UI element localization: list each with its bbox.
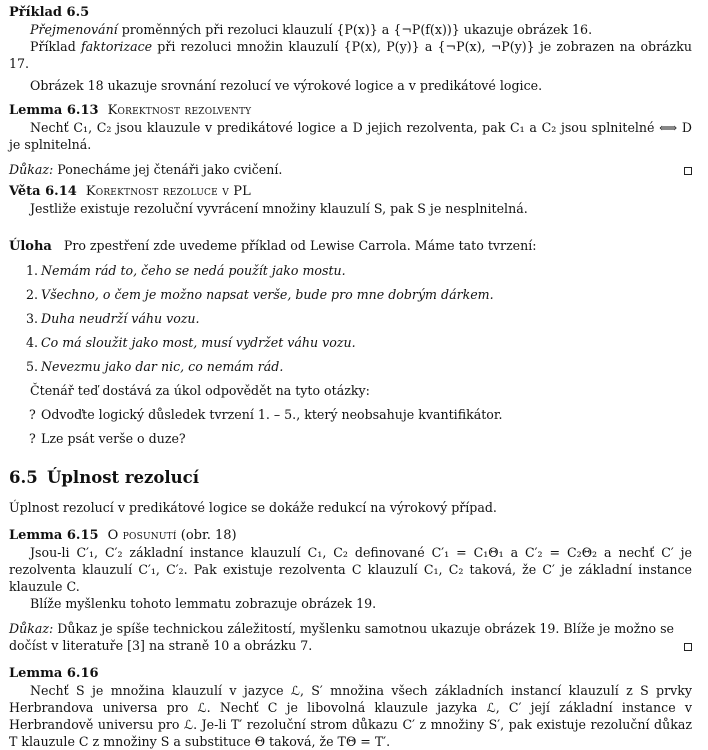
list-item-text: Co má sloužit jako most, musí vydržet váhu vozu. — [41, 335, 356, 350]
theorem-614-body: Jestliže existuje rezoluční vyvrácení množiny klauzulí S, pak S je nesplnitelná. — [30, 201, 528, 216]
statement-list — [9, 262, 692, 375]
list-item — [9, 262, 692, 279]
lemma-613-label: Lemma 6.13 — [9, 103, 99, 118]
task-intro: Pro zpestření zde uvedeme příklad od Lewise Carrola. Máme tato tvrzení: — [63, 238, 537, 253]
question-mark: ? — [29, 407, 36, 422]
list-item-number: 1. — [26, 263, 39, 278]
theorem-614-heading — [9, 183, 692, 200]
question-item — [9, 430, 692, 447]
list-item-text: Nevezmu jako dar nic, co nemám rád. — [41, 359, 284, 374]
question-item — [9, 406, 692, 423]
example-heading: Příklad 6.5 — [9, 5, 90, 20]
lemma-615-ref: (obr. 18) — [176, 528, 237, 543]
document-page — [9, 4, 692, 750]
section-heading — [9, 467, 692, 489]
section-title: Úplnost rezolucí — [47, 468, 199, 487]
question-mark: ? — [29, 431, 36, 446]
list-item — [9, 334, 692, 351]
theorem-614-title: Korektnost rezoluce v PL — [85, 184, 252, 199]
section-number: 6.5 — [9, 468, 38, 487]
example-text-2: při rezoluci množin klauzulí {P(x), P(y)} a {¬P(x), ¬P(y)} je zobrazen na obrázku 17. — [9, 39, 692, 71]
example-paragraph-3: Obrázek 18 ukazuje srovnání rezolucí ve výrokové logice a v predikátové logice. — [30, 78, 543, 93]
lemma-615-proof-text: Důkaz je spíše technickou záležitostí, myšlenku samotnou ukazuje obrázek 19. Blíže je možno se dočíst v literatuře [3] na straně 10 a obrázku 7. — [9, 621, 674, 653]
example-italic-2: faktorizace — [80, 39, 153, 54]
task-instruction: Čtenář teď dostává za úkol odpovědět na tyto otázky: — [30, 383, 370, 398]
section-intro: Úplnost rezolucí v predikátové logice se dokáže redukcí na výrokový případ. — [9, 500, 497, 515]
question-text: Odvoďte logický důsledek tvrzení 1. – 5., který neobsahuje kvantifikátor. — [41, 407, 503, 422]
lemma-613-proof-text: Ponecháme jej čtenáři jako cvičení. — [53, 162, 283, 177]
lemma-615-label: Lemma 6.15 — [9, 528, 99, 543]
lemma-616-heading: Lemma 6.16 — [9, 666, 99, 681]
example-text-1: proměnných při rezoluci klauzulí {P(x)} a {¬P(f(x))} ukazuje obrázek 16. — [117, 22, 593, 37]
lemma-615-proof-label: Důkaz: — [9, 621, 54, 636]
example-pre-2: Příklad — [30, 39, 81, 54]
question-text: Lze psát verše o duze? — [41, 431, 186, 446]
lemma-615-proof — [9, 620, 692, 654]
lemma-615-body-2: Blíže myšlenku tohoto lemmatu zobrazuje obrázek 19. — [30, 596, 377, 611]
lemma-613-title: Korektnost rezolventy — [107, 103, 252, 118]
lemma-615-body: Jsou-li C′₁, C′₂ základní instance klauzulí C₁, C₂ definované C′₁ = C₁Θ₁ a C′₂ = C₂Θ₂ a nechť C′ je rezolventa klauzulí C′₁, C′₂. Pak existuje rezolventa C klauzulí C₁, C₂ taková, že C′ je základní instance klauzule C. — [9, 545, 692, 594]
lemma-613-proof — [9, 161, 692, 178]
lemma-615-title: O posunutí — [107, 528, 177, 543]
list-item — [9, 358, 692, 375]
example-italic-1: Přejmenování — [30, 22, 118, 37]
theorem-614-label: Věta 6.14 — [9, 184, 77, 199]
task-heading: Úloha — [9, 239, 52, 254]
qed-square-icon — [684, 167, 692, 175]
lemma-613-heading — [9, 102, 692, 119]
lemma-616-body: Nechť S je množina klauzulí v jazyce ℒ, S′ množina všech základních instancí klauzulí z S prvky Herbrandova universa pro ℒ. Nechť C je libovolná klauzule jazyka ℒ, C′ její základní instance v Herbrandově universu pro ℒ. Je-li T′ rezoluční strom důkazu C′ z množiny S′, pak existuje rezoluční důkaz T klauzule C z množiny S a substituce Θ taková, že TΘ = T′. — [9, 683, 692, 749]
list-item — [9, 310, 692, 327]
list-item-number: 4. — [26, 335, 39, 350]
list-item-number: 3. — [26, 311, 39, 326]
list-item-text: Duha neudrží váhu vozu. — [41, 311, 200, 326]
task-paragraph — [9, 237, 692, 255]
list-item-text: Všechno, o čem je možno napsat verše, bude pro mne dobrým dárkem. — [41, 287, 494, 302]
list-item-text: Nemám rád to, čeho se nedá použít jako mostu. — [41, 263, 346, 278]
list-item — [9, 286, 692, 303]
example-paragraph-2 — [9, 38, 692, 72]
lemma-613-proof-label: Důkaz: — [9, 162, 54, 177]
lemma-613-body: Nechť C₁, C₂ jsou klauzule v predikátové logice a D jejich rezolventa, pak C₁ a C₂ jsou splnitelné ⟺ D je splnitelná. — [9, 120, 692, 152]
list-item-number: 5. — [26, 359, 39, 374]
qed-square-icon — [684, 643, 692, 651]
example-paragraph-1 — [9, 21, 692, 38]
lemma-615-heading — [9, 527, 692, 544]
list-item-number: 2. — [26, 287, 39, 302]
